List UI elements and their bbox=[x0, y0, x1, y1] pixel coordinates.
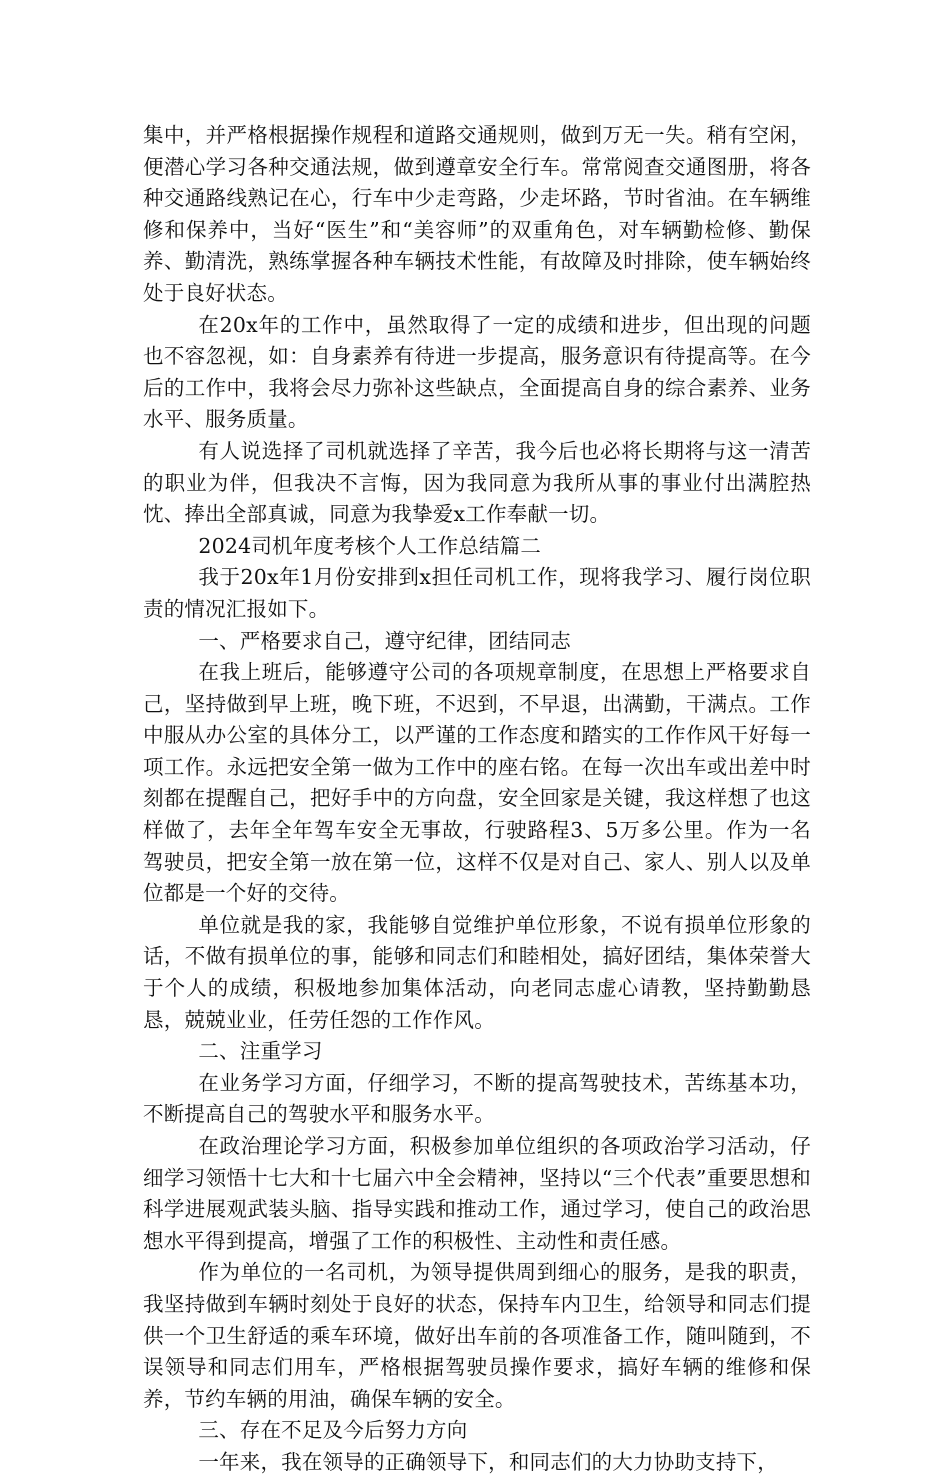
section-heading: 三、存在不足及今后努力方向 bbox=[198, 1418, 468, 1443]
paragraph: 作为单位的一名司机，为领导提供周到细心的服务，是我的职责，我坚持做到车辆时刻处于良好的状态，保持车内卫生，给领导和同志们提供一个卫生舒适的乘车环境，做好出车前的各项准备工作，随叫随到，不误领导和同志们用车，严格根据驾驶员操作要求，搞好车辆的维修和保养，节约车辆的用油，确保车辆的安全。 bbox=[143, 1260, 811, 1411]
paragraph: 有人说选择了司机就选择了辛苦，我今后也必将长期将与这一清苦的职业为伴，但我决不言悔，因为我同意为我所从事的事业付出满腔热忱、捧出全部真诚，同意为我挚爱x工作奉献一切。 bbox=[143, 438, 811, 527]
section-heading: 二、注重学习 bbox=[198, 1039, 323, 1064]
paragraph: 一年来，我在领导的正确领导下，和同志们的大力协助支持下， bbox=[198, 1449, 778, 1474]
paragraph: 集中，并严格根据操作规程和道路交通规则，做到万无一失。稍有空闲，便潜心学习各种交通法规，做到遵章安全行车。常常阅查交通图册，将各种交通路线熟记在心，行车中少走弯路，少走坏路，节时省油。在车辆维修和保养中，当好“医生”和“美容师”的双重角色，对车辆勤检修、勤保养、勤清洗，熟练掌握各种车辆技术性能，有故障及时排除，使车辆始终处于良好状态。 bbox=[143, 123, 811, 305]
paragraph: 我于20x年1月份安排到x担任司机工作，现将我学习、履行岗位职责的情况汇报如下。 bbox=[143, 565, 811, 621]
section-heading: 一、严格要求自己，遵守纪律，团结同志 bbox=[198, 628, 571, 653]
section-title: 2024司机年度考核个人工作总结篇二 bbox=[198, 533, 542, 558]
paragraph: 在20x年的工作中，虽然取得了一定的成绩和进步，但出现的问题也不容忽视，如：自身素养有待进一步提高，服务意识有待提高等。在今后的工作中，我将会尽力弥补这些缺点，全面提高自身的综合素养、业务水平、服务质量。 bbox=[143, 312, 811, 432]
document-body bbox=[143, 120, 811, 1479]
paragraph: 在我上班后，能够遵守公司的各项规章制度，在思想上严格要求自己，坚持做到早上班，晚下班，不迟到，不早退，出满勤，干满点。工作中服从办公室的具体分工，以严谨的工作态度和踏实的工作作风干好每一项工作。永远把安全第一做为工作中的座右铭。在每一次出车或出差中时刻都在提醒自己，把好手中的方向盘，安全回家是关键，我这样想了也这样做了，去年全年驾车安全无事故，行驶路程3、5万多公里。作为一名驾驶员，把安全第一放在第一位，这样不仅是对自己、家人、别人以及单位都是一个好的交待。 bbox=[143, 660, 811, 906]
paragraph: 在政治理论学习方面，积极参加单位组织的各项政治学习活动，仔细学习领悟十七大和十七届六中全会精神，坚持以“三个代表”重要思想和科学进展观武装头脑、指导实践和推动工作，通过学习，使自己的政治思想水平得到提高，增强了工作的积极性、主动性和责任感。 bbox=[143, 1134, 811, 1253]
paragraph: 单位就是我的家，我能够自觉维护单位形象，不说有损单位形象的话，不做有损单位的事，能够和同志们和睦相处，搞好团结，集体荣誉大于个人的成绩，积极地参加集体活动，向老同志虚心请教，坚持勤勤恳恳，兢兢业业，任劳任怨的工作作风。 bbox=[143, 912, 811, 1032]
paragraph: 在业务学习方面，仔细学习，不断的提高驾驶技术，苦练基本功，不断提高自己的驾驶水平和服务水平。 bbox=[143, 1070, 811, 1127]
